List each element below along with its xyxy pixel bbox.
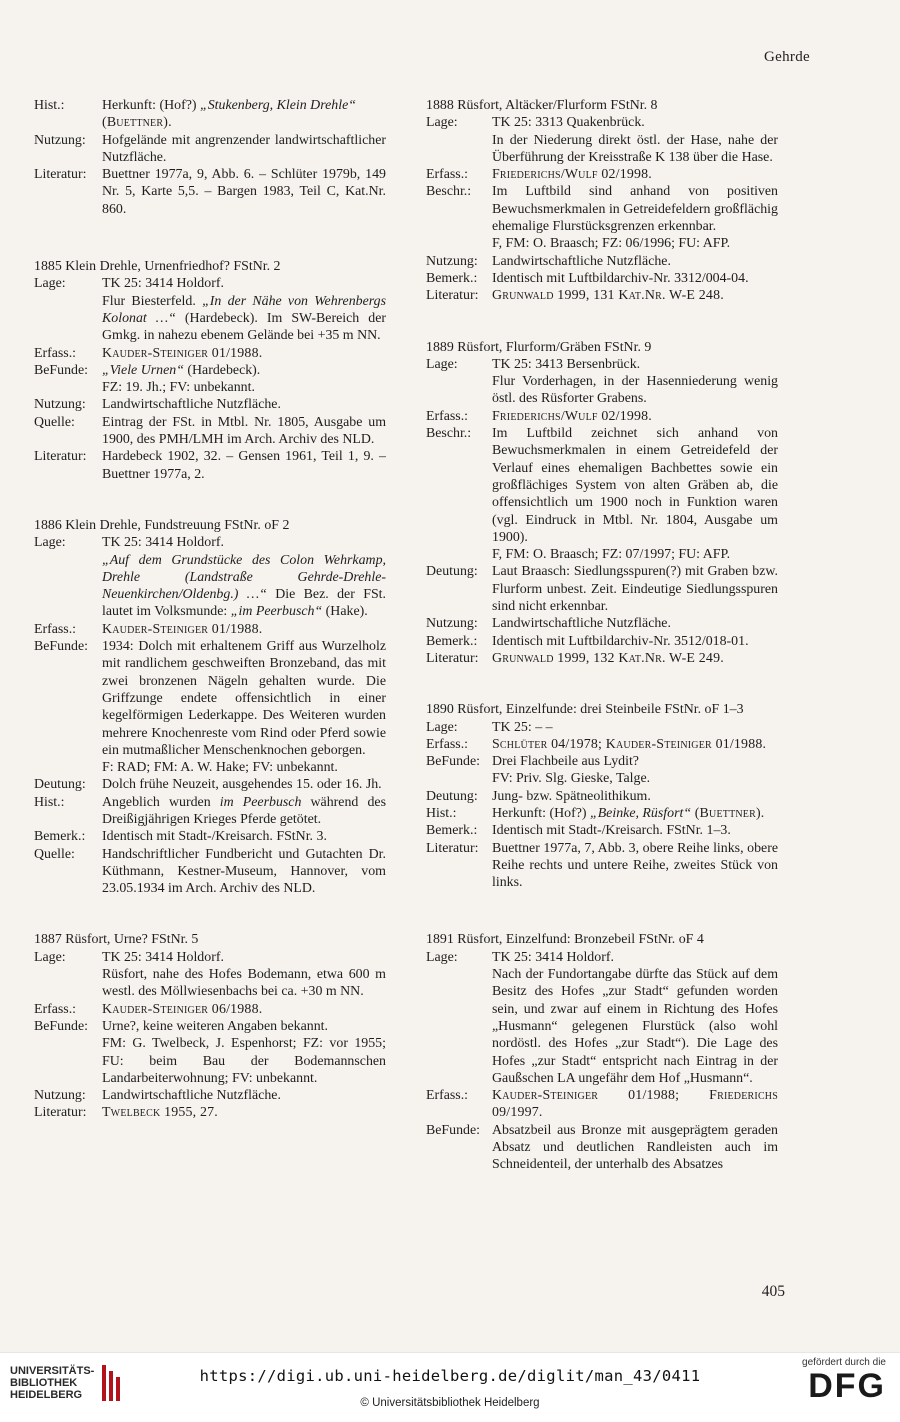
entry-1888: 1888 Rüsfort, Altäcker/Flurform FStNr. 8 Lage: TK 25: 3313 Quakenbrück. In der Niederung direkt östl. der Hase, nahe der Überführung der Kreisstraße K 138 über die Hase. Erfass.: Friederichs/Wulf 02/1998. Beschr.: Im Luftbild sind anhand von positiven Bewuchsmerkmalen in Getreidefeldern großflächig ehemalige Flurstücksgrenzen erkennbar. F, FM: O. Braasch; FZ: 06/1996; FU: AFP. Nutzung: Landwirtschaftliche Nutzfläche. Bemerk.: Identisch mit Luftbildarchiv-Nr. 3312/004-04. Literatur: Grunwald 1999, 131 Kat.Nr. W-E 248. [426, 98, 778, 304]
entry-title: 1890 Rüsfort, Einzelfunde: drei Steinbeile FStNr. oF 1–3 [426, 702, 744, 718]
dfg-logo[interactable]: gefördert durch die DFG [802, 1357, 886, 1405]
footer-bar [0, 1352, 900, 1422]
entry-1890: 1890 Rüsfort, Einzelfunde: drei Steinbeile FStNr. oF 1–3 Lage: TK 25: – – Erfass.: Schlüter 04/1978; Kauder-Steiniger 01/1988. BeFunde: Drei Flachbeile aus Lydit? FV: Priv. Slg. Gieske, Talge. Deutung: Jung- bzw. Spätneolithikum. Hist.: Herkunft: (Hof?) „Beinke, Rüsfort“ (Buettner). Bemerk.: Identisch mit Stadt-/Kreisarch. FStNr. 1–3. Literatur: Buettner 1977a, 7, Abb. 3, obere Reihe links, obere Reihe rechts und untere Reihe, zweites Stück von links. [426, 702, 778, 891]
field-nutzung: Nutzung: Hofgelände mit angrenzender landwirtschaftlicher Nutzfläche. [34, 132, 386, 165]
entry-continuation [34, 97, 386, 218]
entry-title: 1891 Rüsfort, Einzelfund: Bronzebeil FStNr. oF 4 [426, 932, 704, 948]
entry-1887: 1887 Rüsfort, Urne? FStNr. 5 Lage: TK 25: 3414 Holdorf. Rüsfort, nahe des Hofes Bodemann, etwa 600 m westl. des Möllwiesenbachs bei ca. +30 m NN. Erfass.: Kauder-Steiniger 06/1988. BeFunde: Urne?, keine weiteren Angaben bekannt. FM: G. Twelbeck, J. Espenhorst; FZ: vor 1955; FU: beim Bau der Bodemannschen Landarbeiterwohnung; FV: unbekannt. Nutzung: Landwirtschaftliche Nutzfläche. Literatur: Twelbeck 1955, 27. [34, 932, 386, 1121]
entry-title: 1889 Rüsfort, Flurform/Gräben FStNr. 9 [426, 339, 652, 355]
entry-title: 1888 Rüsfort, Altäcker/Flurform FStNr. 8 [426, 98, 658, 113]
copyright-notice: © Universitätsbibliothek Heidelberg [360, 1397, 540, 1409]
field-hist: Hist.: Herkunft: (Hof?) „Stukenberg, Klein Drehle“ (Buettner). [34, 98, 356, 131]
entry-title: 1885 Klein Drehle, Urnenfriedhof? FStNr. 2 [34, 259, 281, 275]
page-number: 405 [761, 1283, 785, 1300]
entry-title: 1887 Rüsfort, Urne? FStNr. 5 [34, 932, 199, 948]
field-literatur: Literatur: Buettner 1977a, 9, Abb. 6. – Schlüter 1979b, 149 Nr. 5, Karte 5,5. – Bargen 1983, Teil C, Kat.Nr. 860. [34, 167, 386, 217]
running-header: Gehrde [764, 49, 810, 65]
permalink-url[interactable]: https://digi.ub.uni-heidelberg.de/diglit/man_43/0411 [199, 1367, 701, 1385]
entry-1889: 1889 Rüsfort, Flurform/Gräben FStNr. 9 Lage: TK 25: 3413 Bersenbrück. Flur Vorderhagen, in der Hasenniederung wenig östl. des Rüsforter Grabens. Erfass.: Friederichs/Wulf 02/1998. Beschr.: Im Luftbild zeichnet sich anhand von Bewuchsmerkmalen in einem Getreidefeld der Verlauf eines ehemaligen Bachbettes sowie ein großflächiges System von alten Gräben ab, die offensichtlich um 1900 noch in Funktion waren (vgl. Eindruck in Mtbl. Nr. 1804, Ausgabe um 1900). F, FM: O. Braasch; FZ: 07/1997; FU: AFP. Deutung: Laut Braasch: Siedlungsspuren(?) mit Graben bzw. Flurform unbest. Zeit. Eindeutige Siedlungsspuren sind nicht erkennbar. Nutzung: Landwirtschaftliche Nutzfläche. Bemerk.: Identisch mit Luftbildarchiv-Nr. 3512/018-01. Literatur: Grunwald 1999, 132 Kat.Nr. W-E 249. [426, 339, 778, 666]
entry-1891: 1891 Rüsfort, Einzelfund: Bronzebeil FStNr. oF 4 Lage: TK 25: 3414 Holdorf. Nach der Fundortangabe dürfte das Stück auf dem Besitz des Hofes „zur Stadt“ gefunden worden sein, und zwar auf einem in Richtung des Hofes „Husmann“ gelegenen Flurstück (also wohl nordöstl. des Hofes „zur Stadt“). Die Lage des Hofes „zur Stadt“ entspricht nach Eintrag in der Gaußschen LA ungefähr dem Hof „Husmann“. Erfass.: Kauder-Steiniger 01/1988; Friederichs 09/1997. BeFunde: Absatzbeil aus Bronze mit ausgeprägtem geraden Absatz und deutlichen Randleisten auch im Schneidenteil, der unterhalb des Absatzes [426, 932, 778, 1173]
right-column [426, 97, 778, 1208]
library-name: UNIVERSITÄTS- BIBLIOTHEK HEIDELBERG [10, 1365, 95, 1401]
entry-title: 1886 Klein Drehle, Fundstreuung FStNr. oF 2 [34, 517, 290, 533]
entry-1886: 1886 Klein Drehle, Fundstreuung FStNr. oF 2 Lage: TK 25: 3414 Holdorf. „Auf dem Grundstücke des Colon Wehrkamp, Drehle (Landstraße Gehrde-Drehle-Neuenkirchen/Oldenbg.) …“ Die Bez. der FSt. lautet im Volksmunde: „im Peerbusch“ (Hake). Erfass.: Kauder-Steiniger 01/1988. BeFunde: 1934: Dolch mit erhaltenem Griff aus Wurzelholz mit randlichem geschweiften Bronzeband, das mit zwei bronzenen Nägeln gehalten wurde. Die Griffzunge endete offensichtlich in einer kegelförmigen Lederkappe. Des Weiteren wurden mehrere Knochenreste vom Rind oder Pferd sowie ein mutmaßlicher Menschenknochen geborgen. F: RAD; FM: A. W. Hake; FV: unbekannt. Deutung: Dolch frühe Neuzeit, ausgehendes 15. oder 16. Jh. Hist.: Angeblich wurden im Peerbusch während des Dreißigjährigen Krieges Pferde getötet. Bemerk.: Identisch mit Stadt-/Kreisarch. FStNr. 3. Quelle: Handschriftlicher Fundbericht und Gutachten Dr. Küthmann, Kestner-Museum, Hannover, vom 23.05.1934 im Arch. Archiv des NLD. [34, 517, 386, 897]
entry-1885: 1885 Klein Drehle, Urnenfriedhof? FStNr. 2 Lage: TK 25: 3414 Holdorf. Flur Biesterfeld. „In der Nähe von Wehrenbergs Kolonat …“ (Hardebeck). Im SW-Bereich der Gmkg. in nahezu ebenem Gelände bei +35 m NN. Erfass.: Kauder-Steiniger 01/1988. BeFunde: „Viele Urnen“ (Hardebeck). FZ: 19. Jh.; FV: unbekannt. Nutzung: Landwirtschaftliche Nutzfläche. Quelle: Eintrag der FSt. in Mtbl. Nr. 1805, Ausgabe um 1900, des PMH/LMH im Arch. Archiv des NLD. Literatur: Hardebeck 1902, 32. – Gensen 1961, Teil 1, 9. – Buettner 1977a, 2. [34, 259, 386, 482]
left-column [34, 97, 386, 1156]
